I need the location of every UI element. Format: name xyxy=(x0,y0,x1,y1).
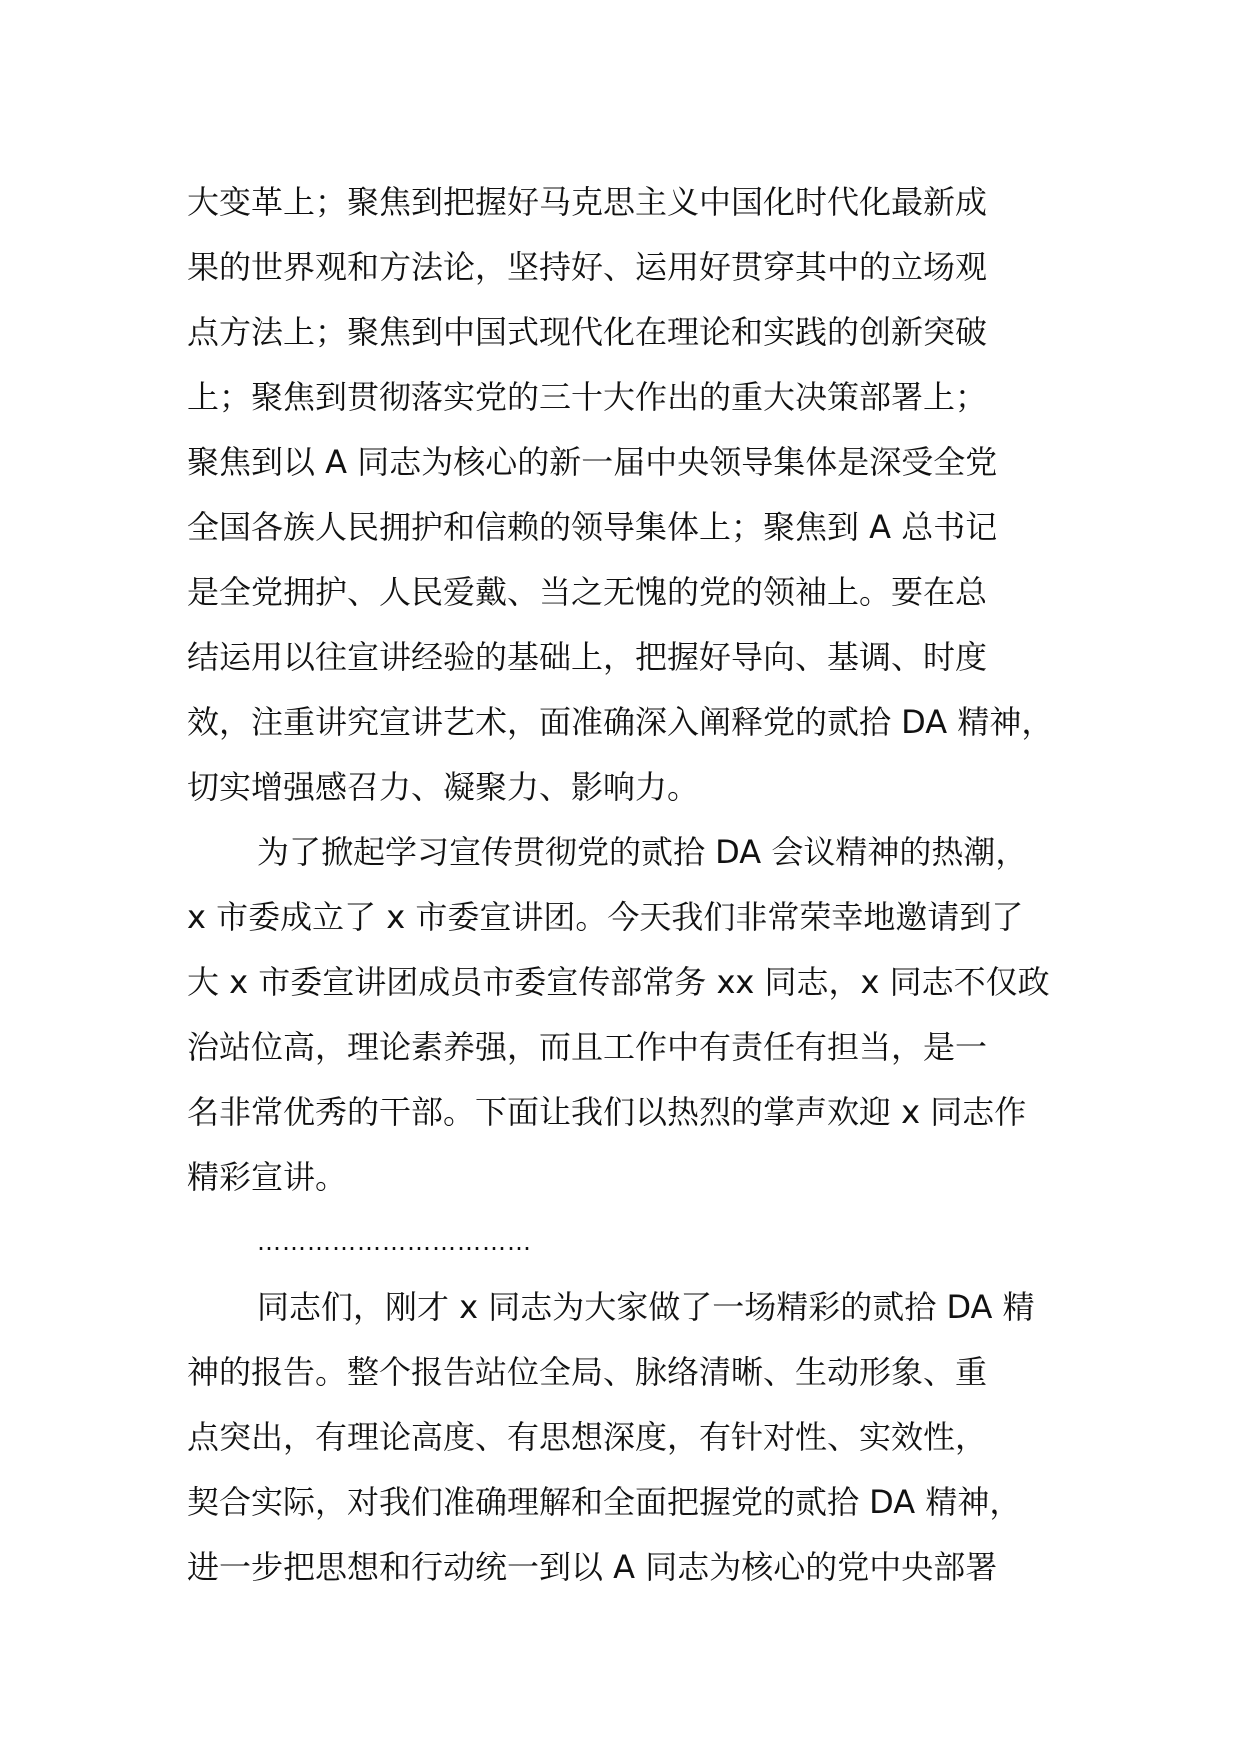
paragraph-line: 上；聚焦到贯彻落实党的三十大作出的重大决策部署上； xyxy=(187,378,988,416)
paragraph-line: 点方法上；聚焦到中国式现代化在理论和实践的创新突破 xyxy=(187,313,988,351)
paragraph-line: 神的报告。整个报告站位全局、脉络清晰、生动形象、重 xyxy=(187,1353,988,1391)
paragraph-line: 名非常优秀的干部。下面让我们以热烈的掌声欢迎 x 同志作 xyxy=(187,1093,1027,1131)
paragraph-1 xyxy=(187,170,1067,820)
paragraph-line: 同志们，刚才 x 同志为大家做了一场精彩的贰拾 DA 精 xyxy=(257,1288,1035,1326)
paragraph-line: 切实增强感召力、凝聚力、影响力。 xyxy=(187,768,700,806)
paragraph-line: 精彩宣讲。 xyxy=(187,1158,348,1196)
paragraph-line: 大变革上；聚焦到把握好马克思主义中国化时代化最新成 xyxy=(187,183,988,221)
paragraph-line: 聚焦到以 A 同志为核心的新一届中央领导集体是深受全党 xyxy=(187,443,998,481)
ellipsis-separator: …………………………… xyxy=(257,1228,532,1256)
paragraph-2 xyxy=(187,820,1067,1210)
paragraph-line: 果的世界观和方法论，坚持好、运用好贯穿其中的立场观 xyxy=(187,248,988,286)
document-body xyxy=(187,170,1067,1600)
paragraph-line: 契合实际，对我们准确理解和全面把握党的贰拾 DA 精神， xyxy=(187,1483,1022,1521)
paragraph-line: 为了掀起学习宣传贯彻党的贰拾 DA 会议精神的热潮， xyxy=(257,833,1028,871)
paragraph-line: 效，注重讲究宣讲艺术，面准确深入阐释党的贰拾 DA 精神， xyxy=(187,703,1054,741)
paragraph-line: 是全党拥护、人民爱戴、当之无愧的党的领袖上。要在总 xyxy=(187,573,988,611)
paragraph-line: 全国各族人民拥护和信赖的领导集体上；聚焦到 A 总书记 xyxy=(187,508,998,546)
paragraph-line: 点突出，有理论高度、有思想深度，有针对性、实效性， xyxy=(187,1418,988,1456)
paragraph-line: 治站位高，理论素养强，而且工作中有责任有担当，是一 xyxy=(187,1028,988,1066)
paragraph-3 xyxy=(187,1275,1067,1600)
paragraph-line: 大 x 市委宣讲团成员市委宣传部常务 xx 同志，x 同志不仅政 xyxy=(187,963,1050,1001)
paragraph-line: x 市委成立了 x 市委宣讲团。今天我们非常荣幸地邀请到了 xyxy=(187,898,1024,936)
paragraph-line: 结运用以往宣讲经验的基础上，把握好导向、基调、时度 xyxy=(187,638,988,676)
paragraph-line: 进一步把思想和行动统一到以 A 同志为核心的党中央部署 xyxy=(187,1548,998,1586)
